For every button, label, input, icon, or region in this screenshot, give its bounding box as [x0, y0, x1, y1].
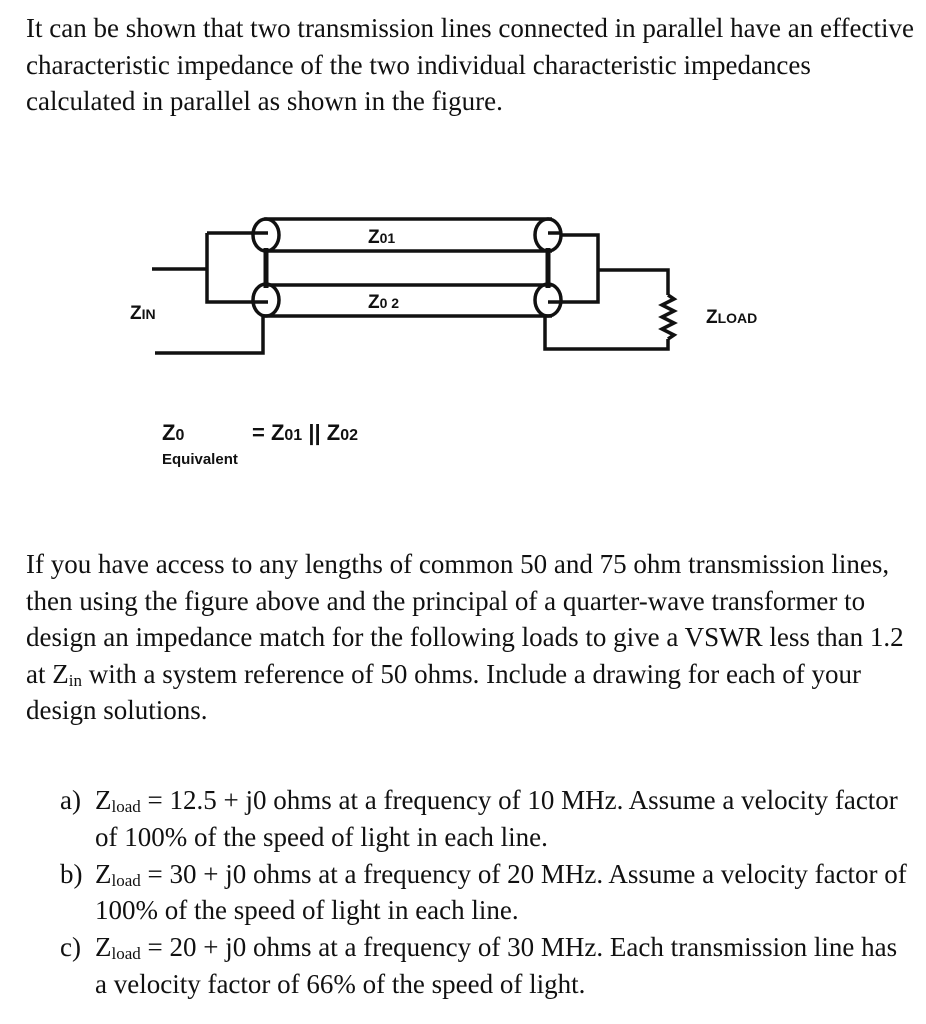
equivalent-caption: Equivalent: [162, 451, 238, 468]
z02-label: Z0 2: [368, 292, 400, 313]
zin-label: ZIN: [130, 303, 156, 324]
parallel-equation: = Z01 || Z02: [252, 420, 358, 445]
intro-paragraph: It can be shown that two transmission lines connected in parallel have an effective characteristic impedance of the two individual characteristic impedances calculated in parallel as shown in the figure.: [26, 13, 914, 116]
load-cases-list: [60, 782, 910, 1003]
zload-label: ZLOAD: [706, 307, 758, 328]
question-paragraph: If you have access to any lengths of common 50 and 75 ohm transmission lines, then using the figure above and the principal of a quarter-wave transformer to design an impedance match for the following loads to give a VSWR less than 1.2 at $Z_{in}$ with a system reference of 50 ohms. Include a drawing for each of your design solutions.: [26, 549, 904, 725]
list-item-a: a) $Z_{load} = 12.5 + j0$ ohms at a frequency of 10 MHz. Assume a velocity factor of 100% of the speed of light in each line.: [60, 785, 898, 852]
list-item-c: c) $Z_{load} = 20 + j0$ ohms at a frequency of 30 MHz. Each transmission line has a velocity factor of 66% of the speed of light.: [60, 932, 898, 999]
list-item-b: b) $Z_{load} = 30 + j0$ ohms at a frequency of 20 MHz. Assume a velocity factor of 100% of the speed of light in each line.: [60, 858, 907, 926]
z01-label: Z01: [368, 227, 396, 248]
parallel-lines-diagram: [0, 200, 926, 380]
zo-equivalent-symbol: Z0: [162, 420, 185, 445]
circuit-schematic: [0, 200, 926, 380]
